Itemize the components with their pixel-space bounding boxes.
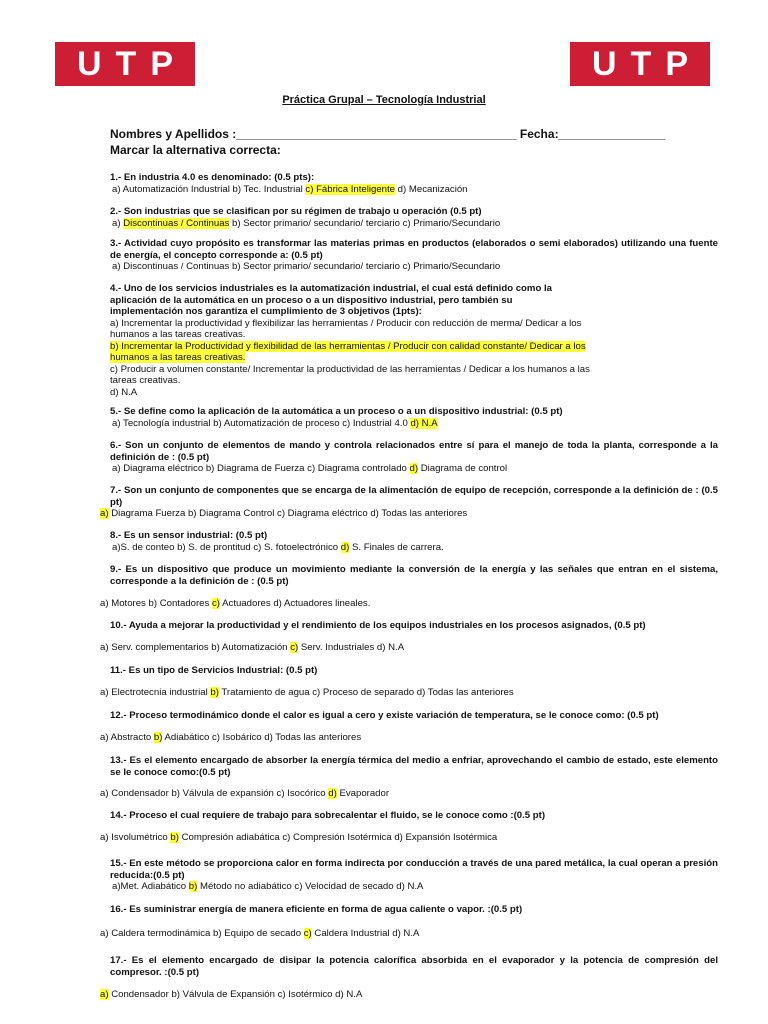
options: a) Discontinuas / Continuas b) Sector primario/ secundario/ terciario c) Primario/Secundario bbox=[112, 261, 501, 272]
options: a)S. de conteo b) S. de prontitud c) S. fotoelectrónico d) S. Finales de carrera. bbox=[112, 541, 444, 553]
option-d: d) N.A bbox=[110, 386, 138, 398]
question-17 bbox=[110, 955, 718, 978]
question-13-options: a) Condensador b) Válvula de expansión c) Isocórico d) Evaporador bbox=[100, 788, 390, 799]
utp-logo-right: UTP bbox=[570, 42, 710, 86]
option-c: c) Producir a volumen constante/ Incrementar la productividad de las herramientas / Dedicar a los humanos a las tareas creativas. bbox=[110, 363, 590, 386]
question-11 bbox=[110, 665, 718, 677]
question-text: 2.- Son industrias que se clasifican por su régimen de trabajo u operación (0.5 pt) bbox=[110, 206, 482, 217]
question-4 bbox=[110, 283, 718, 398]
selected-answer: d) bbox=[328, 788, 337, 799]
question-text: 1.- En industria 4.0 es denominado: (0.5 pts): bbox=[110, 172, 315, 183]
question-text: 6.- Son un conjunto de elementos de mando y controla relacionados entre sí para el manejo de toda la planta, corresponde a la definición de : (0.5 pt) bbox=[110, 440, 718, 463]
question-12-options: a) Abstracto b) Adiabático c) Isobárico d) Todas las anteriores bbox=[100, 732, 362, 743]
selected-answer: b) bbox=[188, 881, 198, 892]
question-10-options: a) Serv. complementarios b) Automatización c) Serv. Industriales d) N.A bbox=[100, 642, 405, 653]
selected-answer: c) bbox=[303, 928, 312, 939]
option-a: a) Incrementar la productividad y flexibilizar las herramientas / Producir con reducción de merma/ Dedicar a los humanos a las tareas creativas. bbox=[110, 317, 582, 340]
option-b-selected: b) Incrementar la Productividad y flexibilidad de las herramientas / Producir con calidad constante/ Dedicar a los humanos a las tareas creativas. bbox=[110, 340, 586, 363]
question-text: 3.- Actividad cuyo propósito es transformar las materias primas en productos (elaborados o semi elaborados) utilizando una fuente de energía, el concepto corresponde a: (0.5 pt) bbox=[110, 238, 718, 261]
question-14-options: a) Isvolumétrico b) Compresión adiabática c) Compresión Isotérmica d) Expansión Isotérmica bbox=[100, 832, 498, 843]
selected-answer: d) N.A bbox=[410, 417, 438, 429]
question-text: 8.- Es un sensor industrial: (0.5 pt) bbox=[110, 530, 268, 541]
selected-answer: c) Fábrica Inteligente bbox=[305, 183, 395, 195]
question-17-options: a) Condensador b) Válvula de Expansión c) Isotérmico d) N.A bbox=[100, 989, 363, 1000]
selected-answer: b) bbox=[153, 732, 163, 743]
question-text: 10.- Ayuda a mejorar la productividad y el rendimiento de los equipos industriales en los procesos asignados, (0.5 pt) bbox=[110, 620, 646, 631]
question-7 bbox=[110, 485, 718, 508]
question-text: 13.- Es el elemento encargado de absorber la energía térmica del medio a enfriar, aprovechando el cambio de estado, este elemento se le conoce como:(0.5 pt) bbox=[110, 755, 718, 778]
question-8 bbox=[110, 530, 718, 553]
options: a) Automatización Industrial b) Tec. Industrial c) Fábrica Inteligente d) Mecanización bbox=[112, 183, 468, 195]
question-3 bbox=[110, 238, 718, 273]
selected-answer: a) bbox=[100, 508, 109, 519]
question-1 bbox=[110, 172, 718, 195]
question-9 bbox=[110, 564, 718, 587]
utp-logo-left: UTP bbox=[55, 42, 195, 86]
question-6 bbox=[110, 440, 718, 475]
selected-answer: Discontinuas / Continuas bbox=[123, 217, 230, 229]
selected-answer: c) bbox=[211, 598, 220, 609]
selected-answer: b) bbox=[210, 687, 219, 698]
question-2 bbox=[110, 206, 718, 229]
question-5 bbox=[110, 406, 718, 429]
question-text: 7.- Son un conjunto de componentes que se encarga de la alimentación de equipo de recepción, corresponde a la definición de : (0.5 pt) bbox=[110, 485, 718, 508]
question-text: 5.- Se define como la aplicación de la automática a un proceso o a un dispositivo industrial: (0.5 pt) bbox=[110, 406, 563, 417]
question-text: 12.- Proceso termodinámico donde el calor es igual a cero y existe variación de temperatura, se le conoce como: (0.5 pt) bbox=[110, 710, 659, 721]
question-text: 15.- En este método se proporciona calor en forma indirecta por conducción a través de una pared metálica, la cual operan a presión reducida:(0.5 pt) bbox=[110, 858, 718, 881]
options: a) Diagrama eléctrico b) Diagrama de Fuerza c) Diagrama controlado d) Diagrama de control bbox=[112, 463, 508, 474]
page-title: Práctica Grupal – Tecnología Industrial bbox=[282, 94, 486, 106]
selected-answer: c) bbox=[290, 642, 299, 653]
options: a) Discontinuas / Continuas b) Sector primario/ secundario/ terciario c) Primario/Secundario bbox=[112, 217, 501, 229]
question-11-options: a) Electrotecnia industrial b) Tratamiento de agua c) Proceso de separado d) Todas las anteriores bbox=[100, 687, 514, 698]
name-date-line: Nombres y Apellidos :__________________________________________ Fecha:________________ bbox=[110, 127, 666, 141]
question-text: 14.- Proceso el cual requiere de trabajo para sobrecalentar el fluido, se le conoce como :(0.5 pt) bbox=[110, 810, 546, 821]
question-16-options: a) Caldera termodinámica b) Equipo de secado c) Caldera Industrial d) N.A bbox=[100, 928, 420, 939]
selected-answer: a) bbox=[100, 989, 109, 1000]
question-15 bbox=[110, 858, 718, 893]
selected-answer: d) bbox=[409, 463, 419, 474]
selected-answer: b) bbox=[170, 832, 179, 843]
question-16 bbox=[110, 904, 718, 916]
question-14 bbox=[110, 810, 718, 822]
question-text: 4.- Uno de los servicios industriales es la automatización industrial, el cual está definido como la aplicación de la automática en un proceso o a un dispositivo industrial, pero también su implementación nos garantiza el cumplimiento de 3 objetivos (1pts): bbox=[110, 283, 552, 317]
question-text: 9.- Es un dispositivo que produce un movimiento mediante la conversión de la energía y las señales que entran en el sistema, corresponde a la definición de : (0.5 pt) bbox=[110, 564, 718, 587]
options: a)Met. Adiabático b) Método no adiabático c) Velocidad de secado d) N.A bbox=[112, 881, 424, 892]
question-text: 16.- Es suministrar energía de manera eficiente en forma de agua caliente o vapor. :(0.5 pt) bbox=[110, 904, 523, 915]
question-12 bbox=[110, 710, 718, 722]
question-9-options: a) Motores b) Contadores c) Actuadores d) Actuadores lineales. bbox=[100, 598, 371, 609]
instruction: Marcar la alternativa correcta: bbox=[110, 143, 281, 157]
question-7-options: a) Diagrama Fuerza b) Diagrama Control c) Diagrama eléctrico d) Todas las anteriores bbox=[100, 508, 468, 519]
question-text: 17.- Es el elemento encargado de disipar la potencia calorífica absorbida en el evaporador y la potencia de compresión del compresor. :(0.5 pt) bbox=[110, 955, 718, 978]
options: a) Tecnología industrial b) Automatización de proceso c) Industrial 4.0 d) N.A bbox=[112, 417, 438, 429]
question-13 bbox=[110, 755, 718, 778]
selected-answer: d) bbox=[340, 541, 350, 553]
question-10 bbox=[110, 620, 718, 632]
question-text: 11.- Es un tipo de Servicios Industrial: (0.5 pt) bbox=[110, 665, 318, 676]
